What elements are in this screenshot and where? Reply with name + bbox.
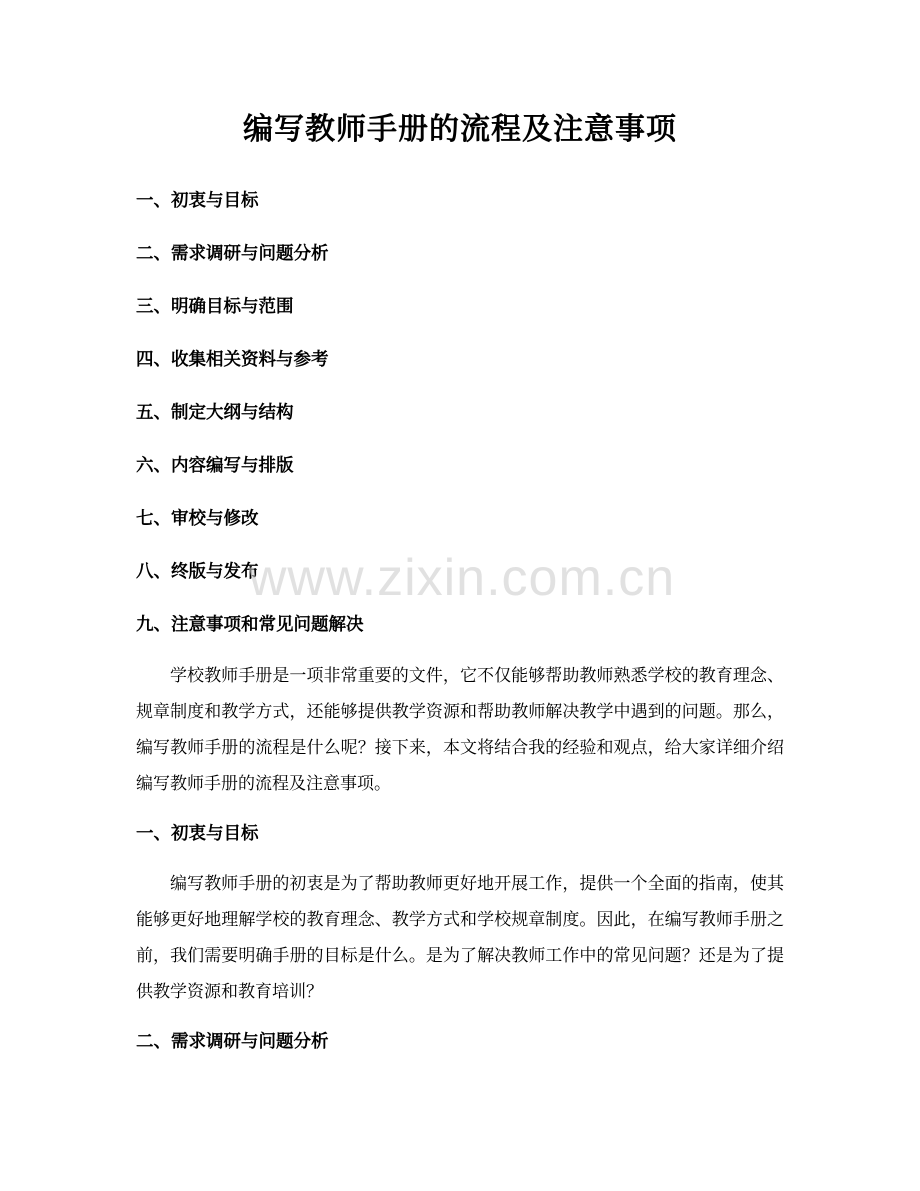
toc-item: 七、审校与修改: [136, 509, 259, 529]
toc-item: 一、初衷与目标: [136, 191, 259, 211]
watermark: www.zixin.com.cn: [248, 549, 676, 607]
intro-paragraph: 学校教师手册是一项非常重要的文件，它不仅能够帮助教师熟悉学校的教育理念、规章制度和教学方式，还能够提供教学资源和帮助教师解决教学中遇到的问题。那么，编写教师手册的流程是什么呢？接下来，本文将结合我的经验和观点，给大家详细介绍编写教师手册的流程及注意事项。: [136, 666, 784, 794]
toc-item: 九、注意事项和常见问题解决: [136, 615, 364, 635]
toc-item: 六、内容编写与排版: [136, 456, 294, 476]
toc-item: 五、制定大纲与结构: [136, 403, 294, 423]
section-heading: 一、初衷与目标: [136, 824, 259, 844]
toc-item: 二、需求调研与问题分析: [136, 244, 329, 264]
toc-item: 八、终版与发布: [136, 562, 259, 582]
toc-item: 四、收集相关资料与参考: [136, 350, 329, 370]
document-title: 编写教师手册的流程及注意事项: [243, 112, 677, 147]
section-paragraph: 编写教师手册的初衷是为了帮助教师更好地开展工作，提供一个全面的指南，使其能够更好地理解学校的教育理念、教学方式和学校规章制度。因此，在编写教师手册之前，我们需要明确手册的目标是什么。是为了解决教师工作中的常见问题？还是为了提供教学资源和教育培训？: [136, 874, 784, 1002]
section-heading: 二、需求调研与问题分析: [136, 1032, 329, 1052]
toc-item: 三、明确目标与范围: [136, 297, 294, 317]
